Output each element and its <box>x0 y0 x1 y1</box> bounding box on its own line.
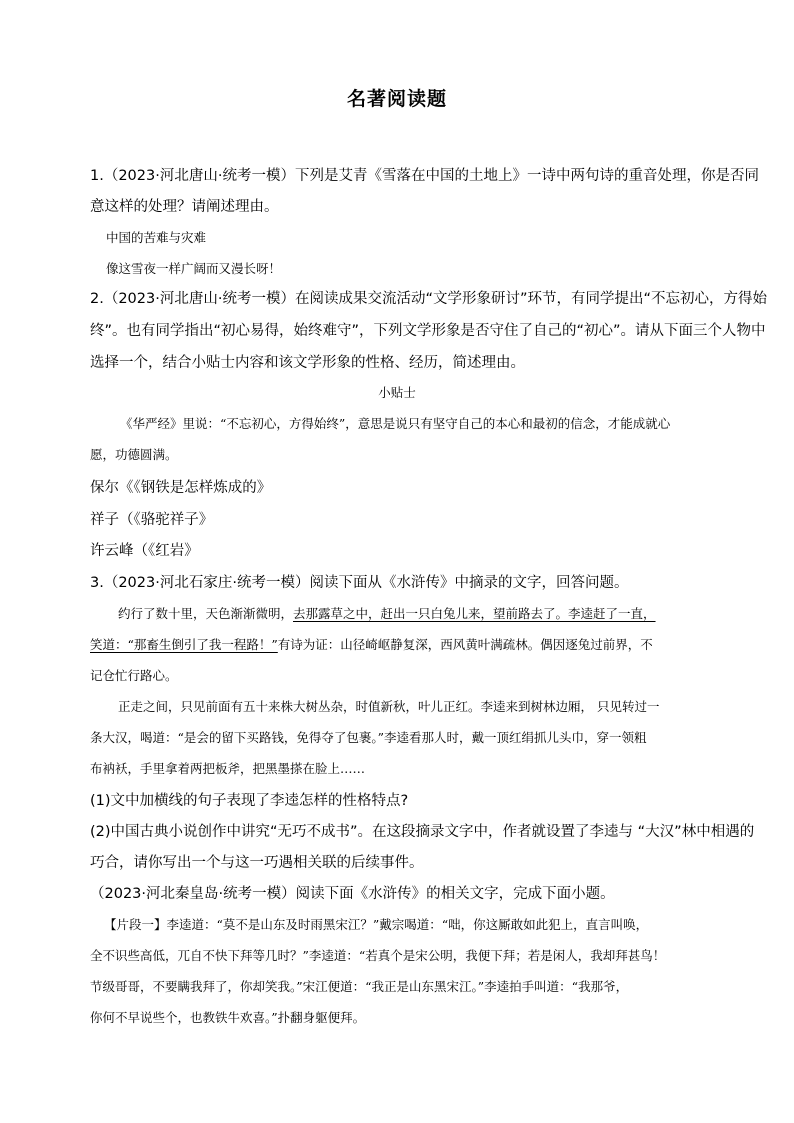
q1-poem-line-1: 中国的苦难与灾难 <box>106 230 207 245</box>
page-title: 名著阅读题 <box>346 88 447 110</box>
tip-line-2: 愿，功德圆满。 <box>90 447 178 462</box>
q3-passage-line-5: 条大汉，喝道：“是会的留下买路钱，免得夺了包裹。”李逵看那人时，戴一顶红绢抓儿头巾，穿一领粗 <box>90 730 647 745</box>
q3-sub-question-2-line-2: 巧合，请你写出一个与这一巧遇相关联的后续事件。 <box>90 855 424 871</box>
q3-passage-line-3: 记仓忙行路心。 <box>90 668 178 683</box>
q2-line-3: 选择一个，结合小贴士内容和该文学形象的性格、经历，简述理由。 <box>90 355 525 371</box>
q3-passage-line-1 <box>118 604 656 622</box>
q2-option-3: 许云峰（《红岩》 <box>90 543 199 559</box>
q3-passage-line-6: 布衲袄，手里拿着两把板斧，把黑墨搽在脸上…… <box>90 761 366 776</box>
q3-passage-text: 有诗为证：山径崎岖静复深，西风黄叶满疏林。偶因逐兔过前界，不 <box>277 637 653 652</box>
q3-line-1: 3.（2023·河北石家庄·统考一模）阅读下面从《水浒传》中摘录的文字，回答问题。 <box>90 575 629 591</box>
q2-line-1: 2.（2023·河北唐山·统考一模）在阅读成果交流活动“文学形象研讨”环节，有同学提出“不忘初心，方得始 <box>90 291 767 307</box>
underlined-sentence: 笑道：“那畜生倒引了我一程路！” <box>90 637 278 652</box>
q3-passage-line-2 <box>90 635 653 653</box>
tip-title: 小贴士 <box>378 385 416 400</box>
q3-sub-question-2-line-1: (2)中国古典小说创作中讲究“无巧不成书”。在这段摘录文字中，作者就设置了李逵与 “大汉”林中相遇的 <box>90 824 755 840</box>
q2-line-2: 终”。也有同学指出“初心易得，始终难守”，下列文学形象是否守住了自己的“初心”。请从下面三个人物中 <box>90 323 766 339</box>
q4-line-1: （2023·河北秦皇岛·统考一模）阅读下面《水浒传》的相关文字，完成下面小题。 <box>90 886 615 902</box>
q4-fragment-line-2: 全不识些高低，兀自不快下拜等几时？”李逵道：“若真个是宋公明，我便下拜；若是闲人，我却拜甚鸟！ <box>90 948 666 963</box>
q4-fragment-line-1: 【片段一】李逵道：“莫不是山东及时雨黑宋江？”戴宗喝道：“咄，你这厮敢如此犯上，直言叫唤， <box>104 917 649 932</box>
q2-option-2: 祥子（《骆驼祥子》 <box>90 512 214 528</box>
q3-sub-question-1: (1)文中加横线的句子表现了李逵怎样的性格特点? <box>90 793 409 809</box>
q2-option-1: 保尔《《钢铁是怎样炼成的》 <box>90 480 272 496</box>
q3-passage-text: 约行了数十里，天色渐渐微明， <box>118 606 294 621</box>
underlined-sentence: 去那露草之中，赶出一只白兔儿来，望前路去了。李逵赶了一直， <box>293 606 656 621</box>
q4-fragment-line-4: 你何不早说些个，也教铁牛欢喜。”扑翻身躯便拜。 <box>90 1010 366 1025</box>
q1-line-2: 意这样的处理？请阐述理由。 <box>90 199 279 215</box>
q1-line-1: 1.（2023·河北唐山·统考一模）下列是艾青《雪落在中国的土地上》一诗中两句诗的重音处理，你是否同 <box>90 168 759 184</box>
q4-fragment-line-3: 节级哥哥，不要瞒我拜了，你却笑我。”宋江便道：“我正是山东黑宋江。”李逵拍手叫道：“我那爷， <box>90 979 629 994</box>
q1-poem-line-2: 像这雪夜一样广阔而又漫长呀！ <box>106 261 282 276</box>
tip-line-1: 《华严经》里说：“不忘初心，方得始终”，意思是说只有坚守自己的本心和最初的信念，才能成就心 <box>120 416 671 431</box>
q3-passage-line-4: 正走之间，只见前面有五十来株大树丛杂，时值新秋，叶儿正红。李逵来到树林边厢， 只见转过一 <box>118 699 660 714</box>
